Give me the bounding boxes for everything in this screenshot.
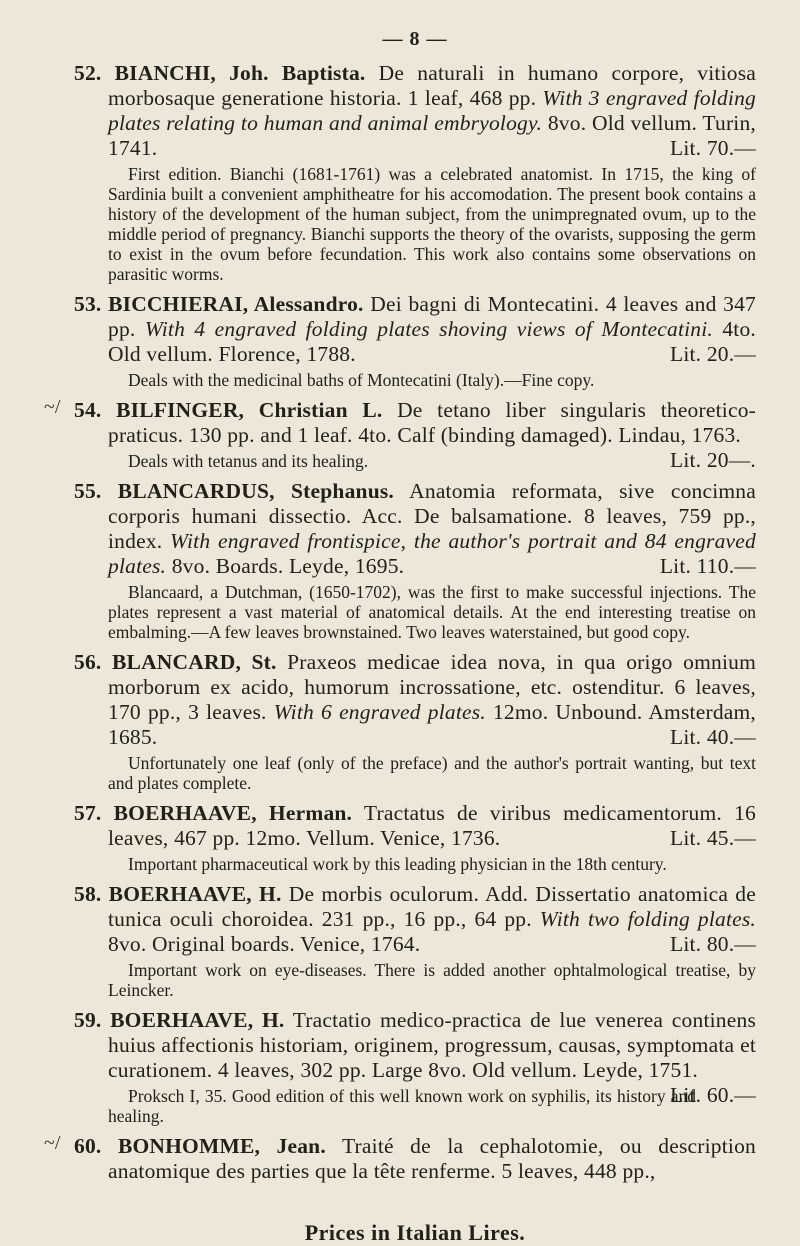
- entry-list: [44, 61, 757, 1184]
- entry-note: Deals with the medicinal baths of Montecatini (Italy).—Fine copy.: [128, 370, 595, 390]
- entry-note: Important work on eye-diseases. There is added another ophtalmological treatise, by Leincker.: [108, 960, 756, 1000]
- entry-number: 57.: [74, 801, 102, 825]
- entry-title: Traité de la cephalotomie, ou description anatomique des parties que la tête renferme. 5 leaves, 448 pp.,: [108, 1134, 756, 1183]
- entry-number: 60.: [74, 1134, 102, 1158]
- entry-illustrations: With 6 engraved plates.: [273, 700, 486, 724]
- entry-author: BOERHAAVE, Herman.: [113, 801, 353, 825]
- entry-illustrations: With engraved frontispice, the author's portrait and 84 engraved plates.: [108, 529, 756, 578]
- entry-title: De naturali in humano corpore, vitiosa morbosaque generatione historia. 1 leaf, 468 pp.: [108, 61, 757, 110]
- catalogue-entry: [44, 1132, 756, 1184]
- entry-note: Deals with tetanus and its healing.: [128, 451, 369, 471]
- entry-price: Lit. 40.—: [669, 725, 756, 749]
- entry-heading: [74, 61, 756, 161]
- footer-note: Prices in Italian Lires.: [304, 1220, 526, 1245]
- entry-note: First edition. Bianchi (1681-1761) was a celebrated anatomist. In 1715, the king of Sardinia built a convenient amphitheatre for his accomodation. The present book contains a history of the development of the human subject, from the unimpregnated ovum, up to the middle period of pregnancy. Bianchi supports the theory of the ovarists, supposing the germ to exist in the ovum before fecundation. This work also contains some observations on parasitic worms.: [108, 164, 756, 284]
- entry-illustrations: With two folding plates.: [539, 907, 757, 931]
- entry-title: Tractatio medico-practica de lue venerea continens huius affectionis historiam, originem, progressum, causas, symptomata et curationem. 4 leaves, 302 pp. Large 8vo. Old vellum. Leyde, 1751.: [108, 1008, 757, 1082]
- entry-price: Lit. 20.—: [669, 342, 756, 366]
- entry-details: 4to. Old vellum. Florence, 1788.: [108, 317, 757, 366]
- entry-price: Lit. 80.—: [669, 932, 756, 956]
- entry-title: De morbis oculorum. Add. Dissertatio anatomica de tunica oculi choroidea. 231 pp., 16 pp., 64 pp.: [108, 882, 756, 931]
- entry-note: Proksch I, 35. Good edition of this well known work on syphilis, its history and healing.: [108, 1086, 696, 1126]
- entry-note: Important pharmaceutical work by this leading physician in the 18th century.: [128, 854, 667, 874]
- entry-price: Lit. 110.—: [659, 554, 756, 578]
- catalogue-entry: [74, 650, 756, 793]
- catalogue-entry: [74, 292, 756, 390]
- entry-heading: [74, 801, 756, 851]
- catalogue-entry: [74, 801, 756, 874]
- page-number: — 8 —: [382, 28, 448, 50]
- entry-number: 54.: [74, 398, 102, 422]
- entry-title: Dei bagni di Montecatini. 4 leaves and 347 pp.: [108, 292, 757, 341]
- entry-author: BIANCHI, Joh. Baptista.: [114, 61, 366, 85]
- catalogue-entry: [74, 1008, 756, 1126]
- entry-details: 8vo. Old vellum. Turin, 1741.: [108, 111, 757, 160]
- catalogue-entry: [74, 479, 756, 642]
- entry-author: BICCHIERAI, Alessandro.: [108, 292, 364, 316]
- entry-note: Blancaard, a Dutchman, (1650-1702), was the first to make successful injections. The plates represent a vast material of anatomical details. At the end interesting treatise on embalming.—A few leaves brownstained. Two leaves waterstained, but good copy.: [108, 582, 756, 642]
- entry-title: De tetano liber singularis theoretico-praticus. 130 pp. and 1 leaf. 4to. Calf (binding damaged). Lindau, 1763.: [108, 398, 757, 447]
- catalogue-entry: [74, 61, 756, 284]
- entry-title: Praxeos medicae idea nova, in qua origo omnium morborum ex acido, humorum incrossatione, etc. ostenditur. 6 leaves, 170 pp., 3 leaves.: [108, 650, 756, 724]
- pencil-mark: ~/: [44, 1132, 61, 1154]
- entry-illustrations: With 3 engraved folding plates relating to human and animal embryology.: [108, 86, 757, 135]
- entry-author: BONHOMME, Jean.: [117, 1134, 326, 1158]
- entry-title: Tractatus de viribus medicamentorum. 16 leaves, 467 pp. 12mo. Vellum. Venice, 1736.: [108, 801, 756, 850]
- entry-number: 55.: [74, 479, 102, 503]
- entry-number: 58.: [74, 882, 102, 906]
- entry-heading: [74, 1134, 756, 1184]
- entry-heading: [74, 882, 756, 957]
- entry-price: Lit. 45.—: [669, 826, 756, 850]
- entry-author: BOERHAAVE, H.: [110, 1008, 285, 1032]
- entry-details: 12mo. Unbound. Amsterdam, 1685.: [108, 700, 757, 749]
- entry-heading: [74, 292, 756, 367]
- entry-author: BLANCARD, St.: [112, 650, 277, 674]
- entry-number: 59.: [74, 1008, 102, 1032]
- entry-author: BLANCARDUS, Stephanus.: [117, 479, 394, 503]
- entry-number: 52.: [74, 61, 102, 85]
- entry-heading: [74, 479, 756, 579]
- entry-number: 53.: [74, 292, 102, 316]
- catalogue-entry: [74, 882, 756, 1000]
- entry-heading: [74, 650, 756, 750]
- entry-author: BILFINGER, Christian L.: [116, 398, 383, 422]
- pencil-mark: ~/: [44, 396, 61, 418]
- entry-details: 8vo. Boards. Leyde, 1695.: [171, 554, 405, 578]
- catalogue-entry: [44, 396, 757, 472]
- entry-number: 56.: [74, 650, 102, 674]
- entry-price: Lit. 70.—: [669, 136, 756, 160]
- entry-title: Anatomia reformata, sive concimna corporis humani dissectio. Acc. De balsamatione. 8 leaves, 759 pp., index.: [108, 479, 756, 553]
- entry-details: 8vo. Original boards. Venice, 1764.: [108, 932, 421, 956]
- entry-price: Lit. 20—.: [669, 448, 756, 472]
- entry-price: Lit. 60.—: [669, 1083, 756, 1107]
- entry-illustrations: With 4 engraved folding plates shoving views of Montecatini.: [144, 317, 714, 341]
- entry-author: BOERHAAVE, H.: [108, 882, 282, 906]
- entry-note: Unfortunately one leaf (only of the preface) and the author's portrait wanting, but text and plates complete.: [108, 753, 756, 793]
